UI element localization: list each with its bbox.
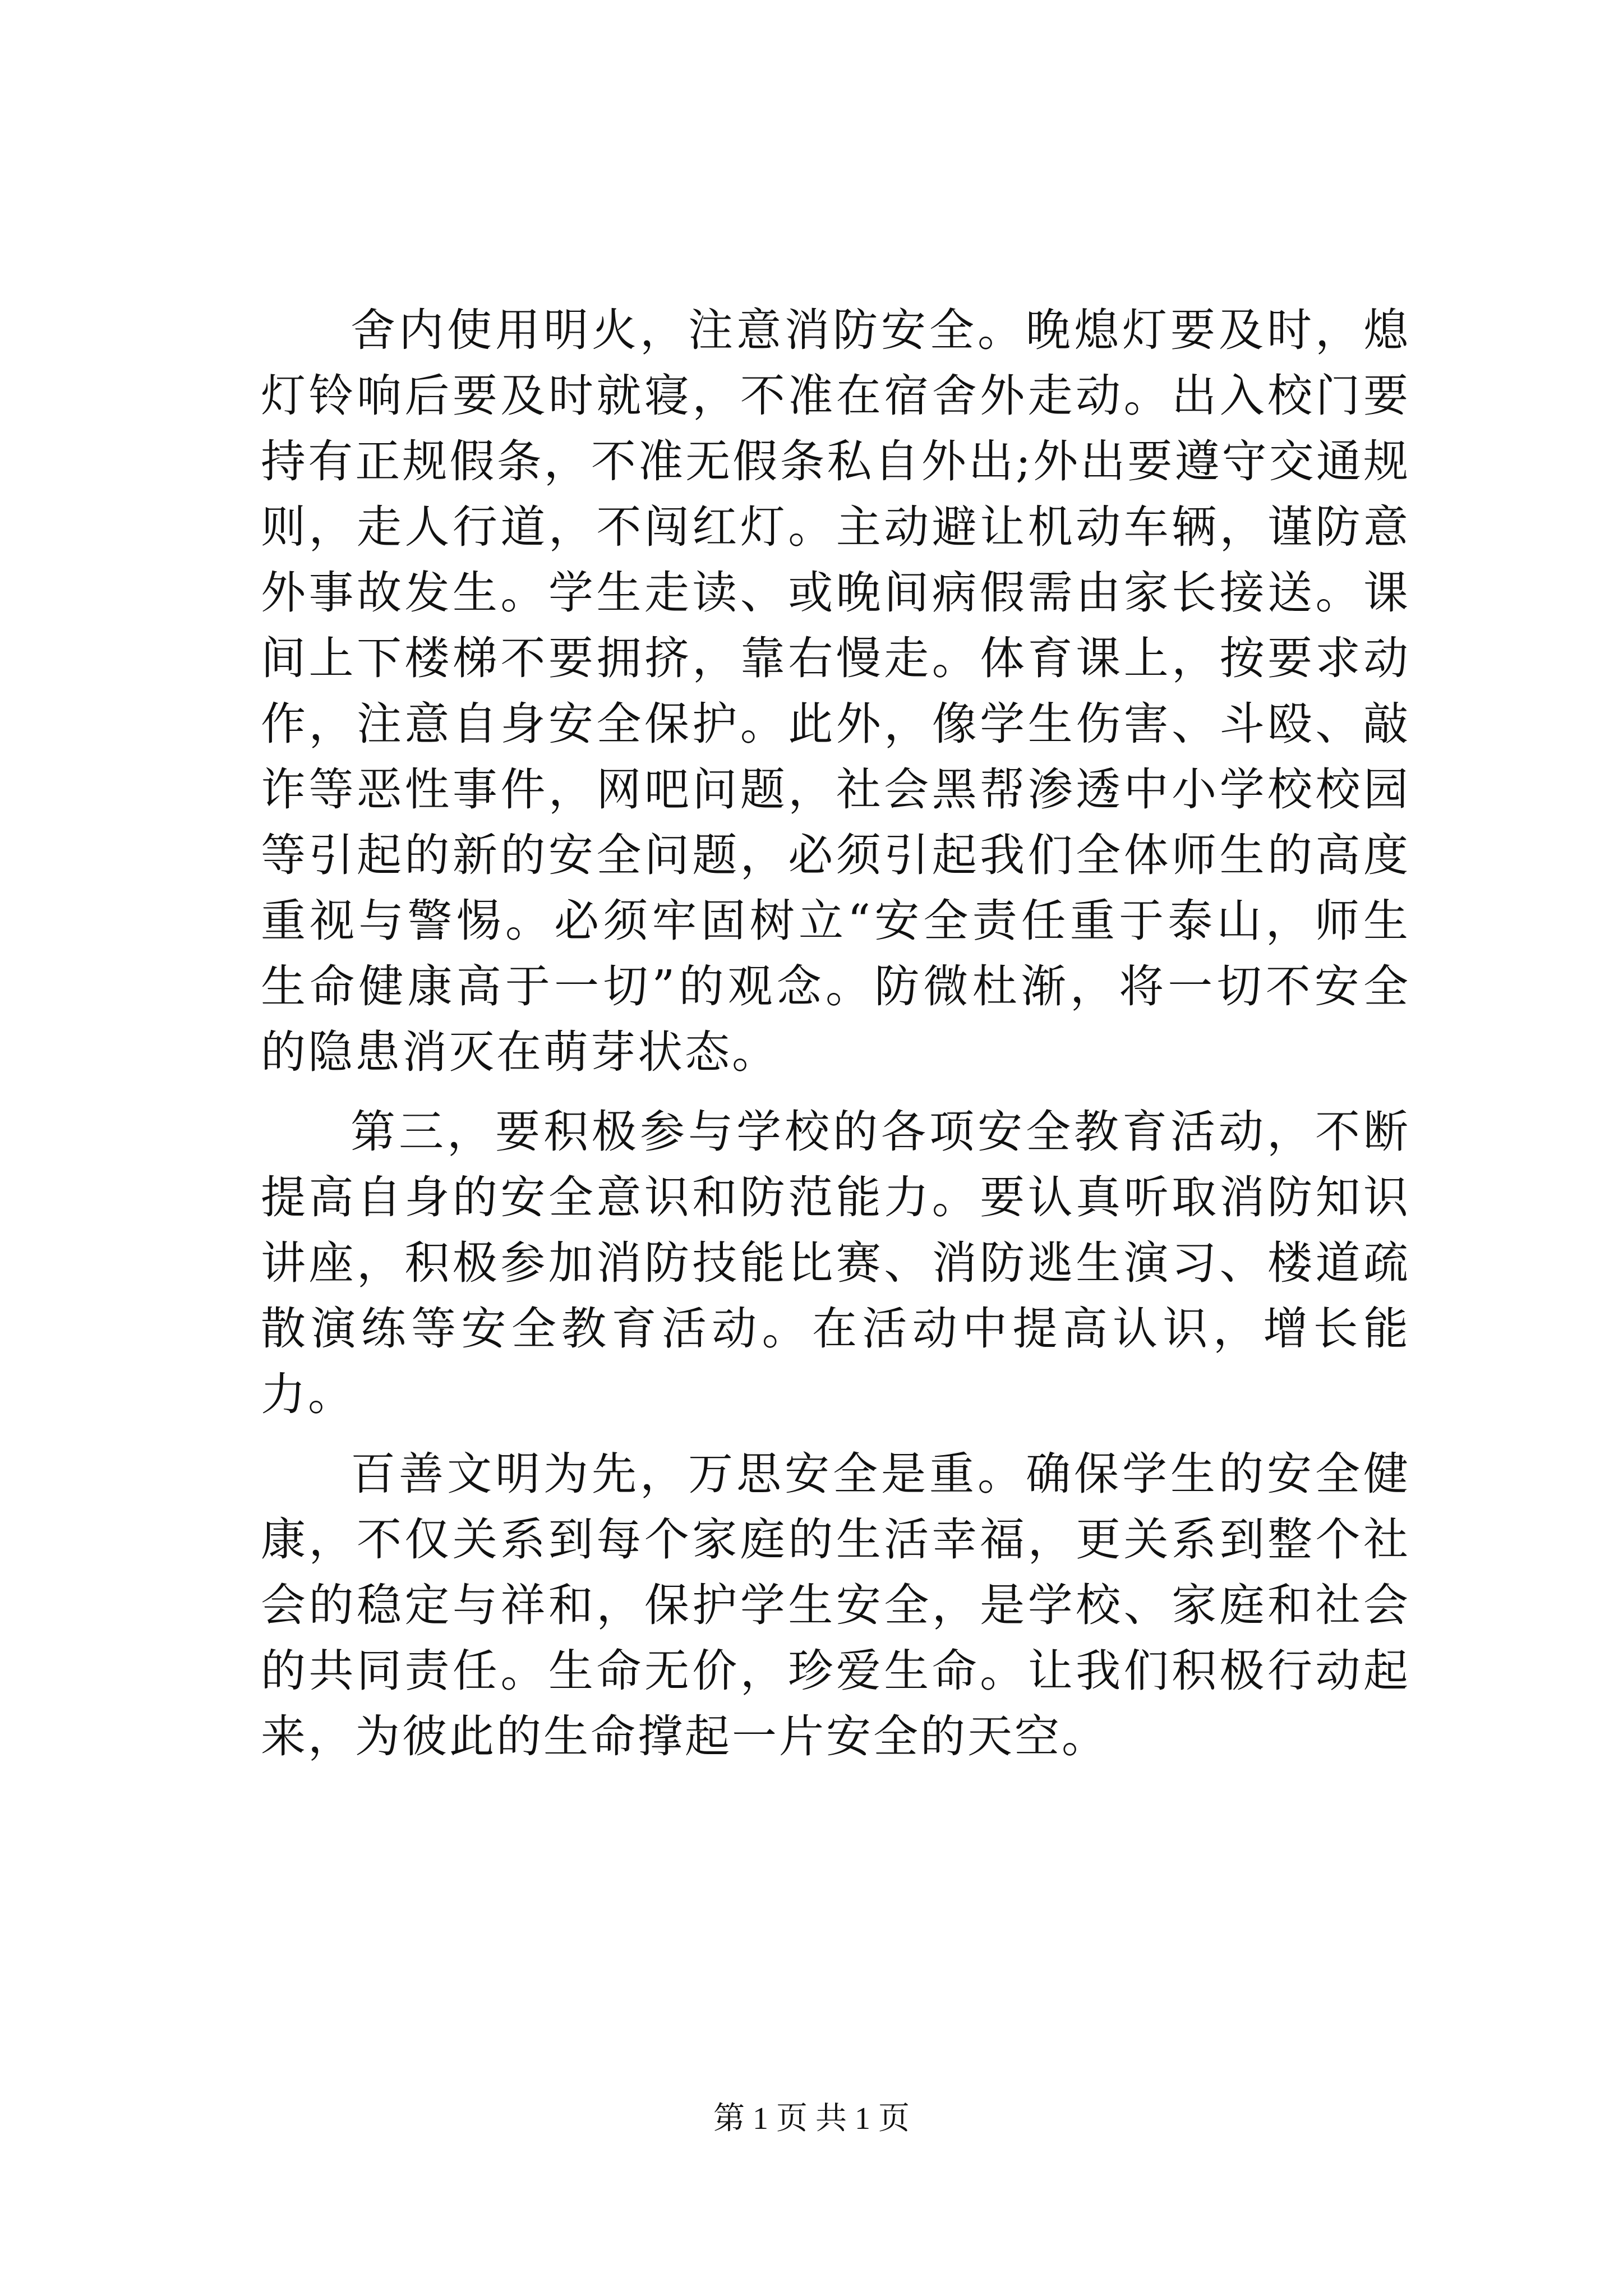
paragraph-3: 百善文明为先，万思安全是重。确保学生的安全健康，不仅关系到每个家庭的生活幸福，更关系到整个社会的稳定与祥和，保护学生安全，是学校、家庭和社会的共同责任。生命无价，珍爱生命。让我们积极行动起来，为彼此的生命撑起一片安全的天空。 [261,1448,1410,1763]
page-number-footer: 第 1 页 共 1 页 [713,2101,910,2136]
paragraph-1: 舍内使用明火，注意消防安全。晚熄灯要及时，熄灯铃响后要及时就寝，不准在宿舍外走动。出入校门要持有正规假条，不准无假条私自外出;外出要遵守交通规则，走人行道，不闯红灯。主动避让机动车辆，谨防意外事故发生。学生走读、或晚间病假需由家长接送。课间上下楼梯不要拥挤，靠右慢走。体育课上，按要求动作，注意自身安全保护。此外，像学生伤害、斗殴、敲诈等恶性事件，网吧问题，社会黑帮渗透中小学校校园等引起的新的安全问题，必须引起我们全体师生的高度重视与警惕。必须牢固树立“安全责任重于泰山，师生生命健康高于一切”的观念。防微杜渐，将一切不安全的隐患消灭在萌芽状态。 [261,304,1410,1078]
paragraph-2: 第三，要积极参与学校的各项安全教育活动，不断提高自身的安全意识和防范能力。要认真听取消防知识讲座，积极参加消防技能比赛、消防逃生演习、楼道疏散演练等安全教育活动。在活动中提高认识，增长能力。 [261,1106,1410,1420]
document-body [261,297,1410,1769]
